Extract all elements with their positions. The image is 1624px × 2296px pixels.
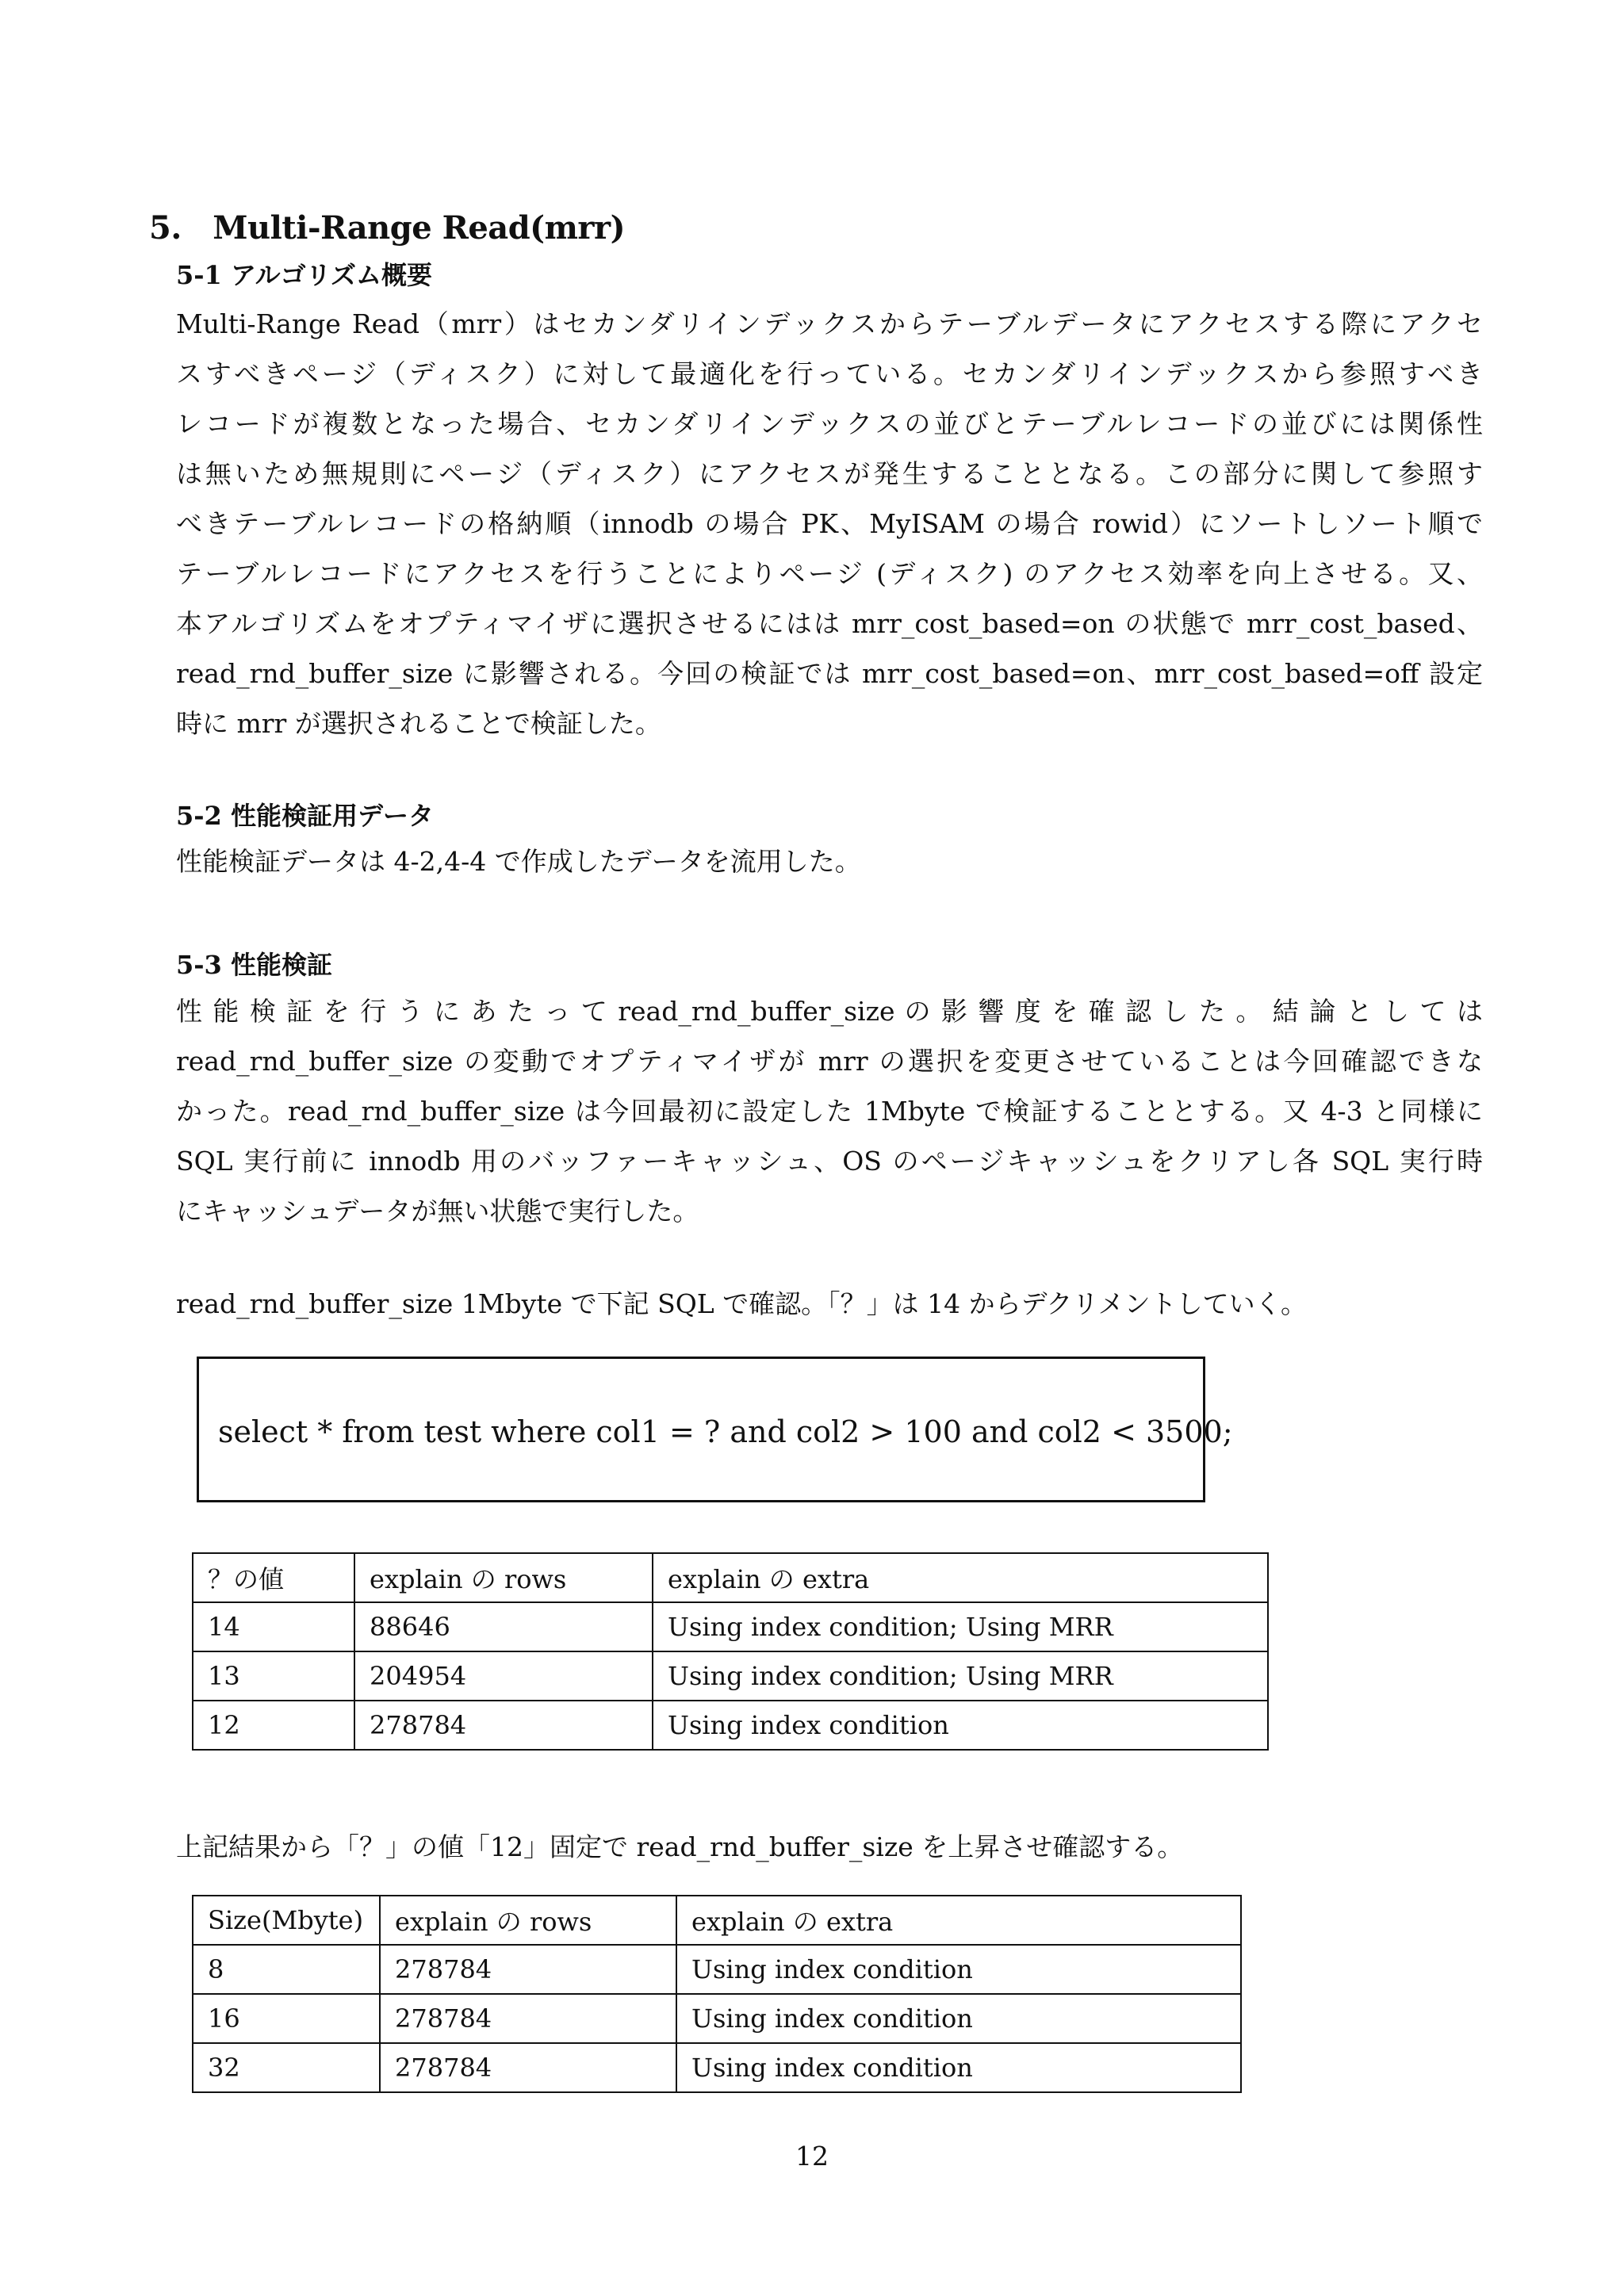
sql-intro — [176, 1279, 1483, 1329]
paragraph-line: べきテーブルレコードの格納順（innodb の場合 PK、MyISAM の場合 rowid）にソートしソート順で — [176, 508, 1483, 539]
paragraph-5-2 — [176, 836, 1483, 886]
table-header-cell: explain の rows — [380, 1896, 676, 1945]
results-table-buffer-size — [192, 1895, 1242, 2093]
table-header-row — [193, 1553, 1268, 1602]
paragraph-line: read_rnd_buffer_size に影響される。今回の検証では mrr_cost_based=on、mrr_cost_based=off 設定 — [176, 658, 1483, 689]
table-cell: 14 — [193, 1602, 354, 1651]
paragraph-5-1 — [176, 299, 1483, 748]
table-cell: Using index condition; Using MRR — [653, 1651, 1268, 1701]
paragraph-line: 性能検証データは 4-2,4-4 で作成したデータを流用した。 — [176, 846, 861, 877]
table-cell: 278784 — [380, 1945, 676, 1994]
paragraph-line: レコードが複数となった場合、セカンダリインデックスの並びとテーブルレコードの並びには関係性 — [176, 408, 1483, 439]
between-text — [176, 1822, 1483, 1872]
paragraph-line: 上記結果から「？」の値「12」固定で read_rnd_buffer_size を上昇させ確認する。 — [176, 1831, 1184, 1862]
paragraph-line: テーブルレコードにアクセスを行うことによりページ (ディスク) のアクセス効率を向上させる。又、 — [176, 558, 1483, 589]
table-cell: 16 — [193, 1994, 380, 2043]
table-header-cell: explain の rows — [354, 1553, 653, 1602]
section-title: 5. Multi-Range Read(mrr) — [149, 209, 625, 247]
paragraph-line: Multi-Range Read（mrr）はセカンダリインデックスからテーブルデータにアクセスする際にアクセ — [176, 308, 1483, 339]
table-row — [193, 1994, 1241, 2043]
paragraph-line: 性 能 検 証 を 行 う に あ た っ て read_rnd_buffer_size の 影 響 度 を 確 認 し た 。 結 論 と し て は — [176, 996, 1483, 1027]
paragraph-line: にキャッシュデータが無い状態で実行した。 — [176, 1196, 699, 1226]
paragraph-line: SQL 実行前に innodb 用のバッファーキャッシュ、OS のページキャッシュをクリアし各 SQL 実行時 — [176, 1146, 1483, 1177]
sql-box — [197, 1357, 1233, 1502]
table-row — [193, 1602, 1268, 1651]
table-header-row — [193, 1896, 1241, 1945]
paragraph-line: read_rnd_buffer_size 1Mbyte で下記 SQL で確認。「？」は 14 からデクリメントしていく。 — [176, 1288, 1307, 1319]
table-cell: 278784 — [380, 2043, 676, 2092]
table-cell: Using index condition — [676, 1994, 1241, 2043]
table-cell: 8 — [193, 1945, 380, 1994]
table-header-cell: explain の extra — [653, 1553, 1268, 1602]
subsection-heading-5-1: 5-1 アルゴリズム概要 — [176, 260, 433, 290]
sql-statement: select * from test where col1 = ? and col2 > 100 and col2 < 3500; — [218, 1414, 1233, 1449]
paragraph-line: 時に mrr が選択されることで検証した。 — [176, 708, 661, 739]
table-cell: 13 — [193, 1651, 354, 1701]
table-cell: Using index condition; Using MRR — [653, 1602, 1268, 1651]
table-header-cell: explain の extra — [676, 1896, 1241, 1945]
table-cell: 12 — [193, 1701, 354, 1750]
subsection-heading-5-2: 5-2 性能検証用データ — [176, 801, 434, 831]
paragraph-line: は無いため無規則にページ（ディスク）にアクセスが発生することとなる。この部分に関して参照す — [176, 458, 1483, 489]
subsection-heading-5-3: 5-3 性能検証 — [176, 950, 332, 980]
table-cell: Using index condition — [676, 1945, 1241, 1994]
table-cell: 32 — [193, 2043, 380, 2092]
paragraph-line: スすべきページ（ディスク）に対して最適化を行っている。セカンダリインデックスから参照すべき — [176, 358, 1483, 389]
paragraph-line: read_rnd_buffer_size の変動でオプティマイザが mrr の選択を変更させていることは今回確認できな — [176, 1046, 1483, 1077]
paragraph-5-3 — [176, 986, 1483, 1236]
page-number: 12 — [795, 2141, 829, 2172]
table-header-cell: ？の値 — [193, 1553, 354, 1602]
paragraph-line: かった。read_rnd_buffer_size は今回最初に設定した 1Mbyte で検証することとする。又 4-3 と同様に — [176, 1096, 1483, 1127]
paragraph-line: 本アルゴリズムをオプティマイザに選択させるにはは mrr_cost_based=on の状態で mrr_cost_based、 — [176, 608, 1483, 639]
table-row — [193, 2043, 1241, 2092]
table-cell: 88646 — [354, 1602, 653, 1651]
table-cell: Using index condition — [676, 2043, 1241, 2092]
table-row — [193, 1701, 1268, 1750]
table-header-cell: Size(Mbyte) — [193, 1896, 380, 1945]
table-cell: 278784 — [380, 1994, 676, 2043]
table-cell: 204954 — [354, 1651, 653, 1701]
table-cell: Using index condition — [653, 1701, 1268, 1750]
results-table-col1 — [192, 1552, 1269, 1751]
table-row — [193, 1945, 1241, 1994]
table-row — [193, 1651, 1268, 1701]
table-cell: 278784 — [354, 1701, 653, 1750]
